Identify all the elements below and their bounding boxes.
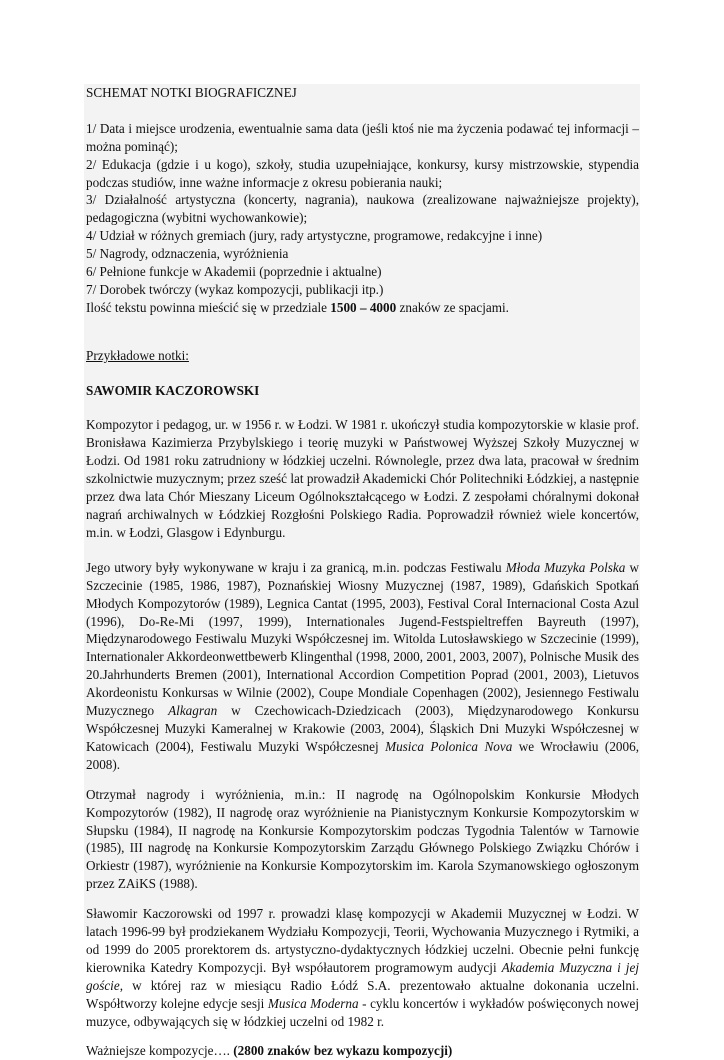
bio-paragraph-3: Otrzymał nagrody i wyróżnienia, m.in.: II nagrodę na Ogólnopolskim Konkursie Młodych Kompozytorów (1982), II nagrodę oraz wyróżnienie na Pianistycznym Konkursie Kompozytorskim w Słupsku (1984), II nagrodę na Konkursie Kompozytorskim podczas Tygodnia Talentów w Tarnowie (1985), III nagrodę na Konkursie Kompozytorskim Zarządu Głównego Polskiego Związku Chórów i Orkiestr (1987), wyróżnienie na Konkursie Kompozytorskim im. Karola Szymanowskiego ogłoszonym przez ZAiKS (1988). [86, 786, 639, 892]
bio-paragraph-4 [86, 905, 639, 1030]
festival-name: Alkagran [168, 703, 218, 719]
schema-item: 6/ Pełnione funkcje w Akademii (poprzednie i aktualne) [86, 264, 382, 280]
length-suffix: znaków ze spacjami. [396, 299, 509, 315]
schema-item: 4/ Udział w różnych gremiach (jury, rady artystyczne, programowe, redakcyjne i inne) [86, 228, 543, 244]
schema-item: 1/ Data i miejsce urodzenia, ewentualnie sama data (jeśli ktoś nie ma życzenia podawać tej informacji – można pominąć); [86, 120, 639, 154]
compositions-line [86, 1042, 639, 1060]
text-run: Sławomir Kaczorowski od 1997 r. prowadzi klasę kompozycji w Akademii Muzycznej w Łodzi. W latach 1996-99 był prodziekanem Wydziału Kompozycji, Teorii, Wychowania Muzycznego i Rytmiki, a od 1999 do 2005 prorektorem ds. artystyczno-dydaktycznych łódzkiej uczelni. Obecnie pełni funkcję kierownika Katedry Kompozycji. Był współautorem programowym audycji [86, 906, 639, 975]
examples-label: Przykładowe notki: [86, 347, 189, 363]
length-prefix: Ilość tekstu powinna mieścić się w przedziale [86, 299, 331, 315]
festival-name: Musica Polonica Nova [385, 738, 513, 754]
bio-paragraph-2 [86, 559, 639, 774]
document-title: SCHEMAT NOTKI BIOGRAFICZNEJ [86, 85, 297, 100]
festival-name: Młoda Muzyka Polska [505, 559, 626, 575]
compositions-note: (2800 znaków bez wykazu kompozycji) [233, 1043, 453, 1059]
text-run: Jego utwory były wykonywane w kraju i za granicą, m.in. podczas Festiwalu [86, 559, 506, 575]
length-range: 1500 – 4000 [330, 299, 397, 315]
length-requirement [86, 299, 639, 317]
session-name: Musica Moderna [267, 995, 359, 1011]
text-run: w Szczecinie (1985, 1986, 1987), Poznańskiej Wiosny Muzycznej (1987, 1989), Gdańskich Spotkań Młodych Kompozytorów (1989), Legnica Cantat (1995, 2003), Festival Coral Internacional Costa Azul (1996), Do-Re-Mi (1997, 1999), Internationales Jugend-Festspieltreffen Bayreuth (1997), Międzynarodowego Festiwalu Muzyki Współczesnej im. Witolda Lutosławskiego w Szczecinie (1999), Internationaler Akkordeonwettbewerb Klingenthal (1998, 2000, 2001, 2003, 2007), Polnische Musik des 20.Jahrhunderts Bremen (2001), International Accordion Competition Poprad (2001, 2003), Lietuvos Akordeonistu Konkursas w Wilnie (2002), Coupe Mondiale Copenhagen (2002), Jesiennego Festiwalu Muzycznego [86, 559, 639, 719]
schema-item: 2/ Edukacja (gdzie i u kogo), szkoły, studia uzupełniające, konkursy, kursy mistrzowskie, stypendia podczas studiów, inne ważne informacje z okresu pobierania nauki; [86, 156, 639, 190]
schema-item: 5/ Nagrody, odznaczenia, wyróżnienia [86, 246, 289, 262]
schema-list [86, 120, 639, 317]
document-body [86, 84, 639, 1060]
text-run: - cyklu koncertów i wykładów poświęconych nowej muzyce, odbywających się w łódzkiej uczelni od 1982 r. [86, 995, 640, 1029]
bio-paragraph-1: Kompozytor i pedagog, ur. w 1956 r. w Łodzi. W 1981 r. ukończył studia kompozytorskie w klasie prof. Bronisława Kazimierza Przybylskiego i teorię muzyki w Państwowej Wyższej Szkoły Muzycznej w Łodzi. Od 1981 roku zatrudniony w łódzkiej uczelni. Równolegle, przez dwa lata, pracował w średnim szkolnictwie muzycznym; przez sześć lat prowadził Akademicki Chór Politechniki Łódzkiej, a następnie przez dwa lata Chór Mieszany Liceum Ogólnokształcącego w Łodzi. Z zespołami chóralnymi dokonał nagrań archiwalnych w Łódzkiej Rozgłośni Polskiego Radia. Poprowadził również wiele koncertów, m.in. w Łodzi, Glasgow i Edynburgu. [86, 417, 639, 540]
person-name: SAWOMIR KACZOROWSKI [86, 382, 260, 398]
text-run: w Czechowicach-Dziedzicach (2003), Międzynarodowego Konkursu Współczesnej Muzyki Kameralnej w Krakowie (2003, 2004), Śląskich Dni Muzyki Współczesnej w Katowicach (2004), Festiwalu Muzyki Współczesnej [86, 703, 639, 754]
broadcast-name: Akademia Muzyczna i jej goście [86, 959, 639, 993]
compositions-label: Ważniejsze kompozycje…. [86, 1043, 234, 1059]
schema-item: 3/ Działalność artystyczna (koncerty, nagrania), naukowa (zrealizowane najważniejsze projekty), pedagogiczna (wybitni wychowankowie); [86, 192, 639, 226]
text-run: , w której raz w miesiącu Radio Łódź S.A. prezentowało aktualne dokonania uczelni. Współtworzy kolejne edycje sesji [86, 977, 639, 1011]
schema-item: 7/ Dorobek twórczy (wykaz kompozycji, publikacji itp.) [86, 281, 384, 297]
text-run: we Wrocławiu (2006, 2008). [86, 738, 639, 772]
